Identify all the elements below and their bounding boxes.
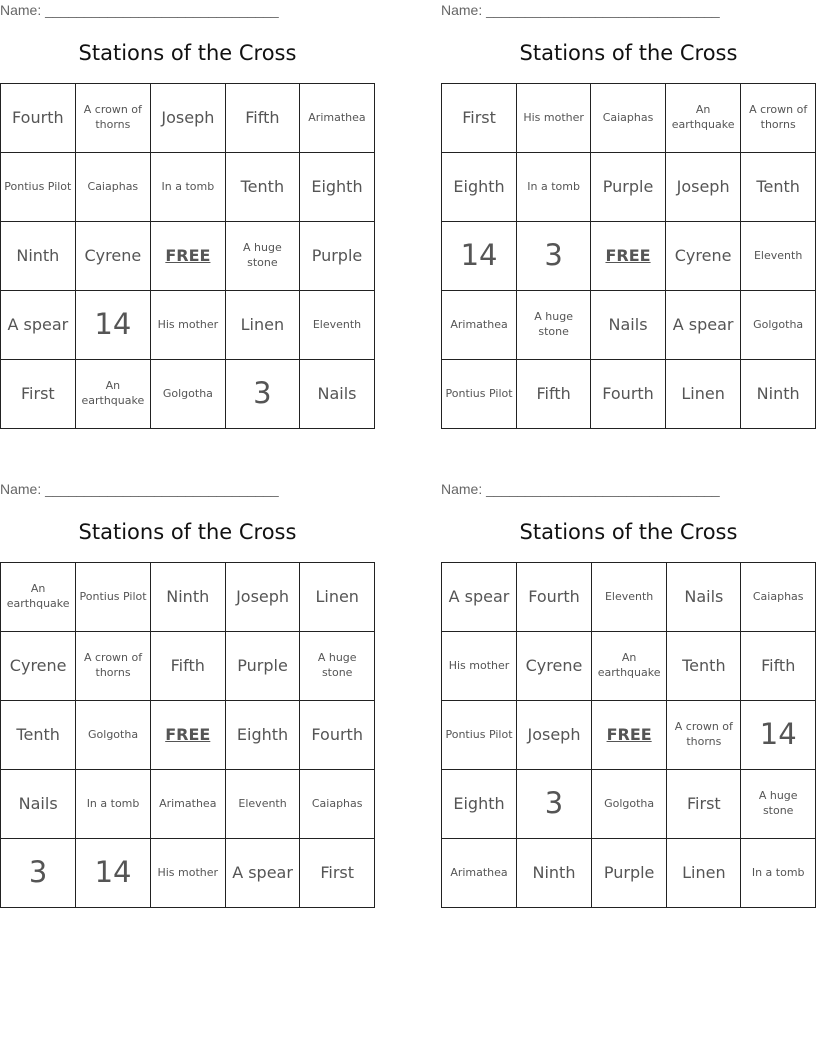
grid-cell: 3 bbox=[225, 360, 299, 429]
grid-row bbox=[1, 222, 375, 291]
grid-row bbox=[442, 153, 816, 222]
grid-row bbox=[442, 360, 816, 429]
grid-row bbox=[442, 839, 816, 908]
grid-cell: Tenth bbox=[667, 632, 741, 701]
grid-cell: Cyrene bbox=[1, 632, 76, 701]
grid-cell: A huge stone bbox=[517, 291, 591, 360]
grid-cell: His mother bbox=[151, 291, 226, 360]
bingo-card-3 bbox=[0, 479, 375, 914]
grid-cell: A huge stone bbox=[225, 222, 299, 291]
grid-cell: 14 bbox=[75, 291, 150, 360]
grid-cell: A spear bbox=[665, 291, 740, 360]
grid-cell: Ninth bbox=[517, 839, 592, 908]
grid-cell: 3 bbox=[517, 770, 592, 839]
grid-cell: Purple bbox=[225, 632, 300, 701]
free-space: FREE bbox=[150, 701, 225, 770]
grid-cell: Tenth bbox=[741, 153, 816, 222]
free-space: FREE bbox=[591, 701, 666, 770]
grid-cell: Golgotha bbox=[591, 770, 666, 839]
free-space: FREE bbox=[151, 222, 226, 291]
grid-cell: Golgotha bbox=[741, 291, 816, 360]
grid-cell: An earthquake bbox=[591, 632, 666, 701]
grid-cell: First bbox=[442, 84, 517, 153]
grid-cell: Caiaphas bbox=[75, 153, 150, 222]
grid-cell: 14 bbox=[741, 701, 816, 770]
grid-cell: A spear bbox=[225, 839, 300, 908]
grid-row bbox=[1, 563, 375, 632]
grid-cell: A crown of thorns bbox=[76, 632, 150, 701]
grid-cell: Golgotha bbox=[151, 360, 226, 429]
grid-cell: Ninth bbox=[150, 563, 225, 632]
grid-cell: Fifth bbox=[225, 84, 299, 153]
bingo-card-1 bbox=[0, 0, 375, 435]
grid-cell: Fourth bbox=[300, 701, 375, 770]
grid-cell: Cyrene bbox=[517, 632, 592, 701]
grid-cell: In a tomb bbox=[76, 770, 150, 839]
grid-cell: Tenth bbox=[1, 701, 76, 770]
grid-row bbox=[1, 153, 375, 222]
bingo-grid bbox=[441, 83, 816, 429]
grid-cell: Pontius Pilot bbox=[442, 360, 517, 429]
grid-cell: Nails bbox=[667, 563, 741, 632]
grid-cell: An earthquake bbox=[1, 563, 76, 632]
bingo-card-4 bbox=[441, 479, 816, 914]
grid-cell: Nails bbox=[591, 291, 666, 360]
card-title: Stations of the Cross bbox=[78, 41, 297, 65]
grid-cell: Eighth bbox=[299, 153, 374, 222]
name-field: Name: ______________________________ bbox=[0, 481, 279, 497]
grid-cell: Fifth bbox=[517, 360, 591, 429]
grid-cell: Linen bbox=[225, 291, 299, 360]
grid-cell: Eleventh bbox=[741, 222, 816, 291]
grid-cell: Joseph bbox=[517, 701, 592, 770]
grid-cell: Cyrene bbox=[75, 222, 150, 291]
grid-row bbox=[1, 839, 375, 908]
grid-cell: Fourth bbox=[517, 563, 592, 632]
grid-row bbox=[442, 222, 816, 291]
grid-cell: Ninth bbox=[1, 222, 76, 291]
grid-row bbox=[1, 360, 375, 429]
grid-cell: In a tomb bbox=[151, 153, 226, 222]
grid-row bbox=[442, 291, 816, 360]
grid-cell: Linen bbox=[300, 563, 375, 632]
grid-cell: A spear bbox=[442, 563, 517, 632]
grid-cell: Eighth bbox=[442, 153, 517, 222]
grid-cell: Arimathea bbox=[299, 84, 374, 153]
grid-row bbox=[442, 632, 816, 701]
grid-cell: His mother bbox=[150, 839, 225, 908]
bingo-card-2 bbox=[441, 0, 816, 435]
grid-cell: Fifth bbox=[150, 632, 225, 701]
grid-cell: Pontius Pilot bbox=[442, 701, 517, 770]
grid-cell: Caiaphas bbox=[741, 563, 816, 632]
grid-cell: A crown of thorns bbox=[667, 701, 741, 770]
grid-cell: Fourth bbox=[1, 84, 76, 153]
card-title: Stations of the Cross bbox=[519, 520, 738, 544]
grid-cell: Eleventh bbox=[591, 563, 666, 632]
grid-cell: First bbox=[300, 839, 375, 908]
grid-cell: First bbox=[1, 360, 76, 429]
name-field: Name: ______________________________ bbox=[441, 481, 720, 497]
grid-cell: Eighth bbox=[225, 701, 300, 770]
grid-cell: Arimathea bbox=[442, 839, 517, 908]
grid-cell: Joseph bbox=[151, 84, 226, 153]
card-title: Stations of the Cross bbox=[78, 520, 297, 544]
bingo-grid bbox=[0, 562, 375, 908]
grid-cell: His mother bbox=[517, 84, 591, 153]
grid-cell: 3 bbox=[1, 839, 76, 908]
free-space: FREE bbox=[591, 222, 666, 291]
grid-cell: Tenth bbox=[225, 153, 299, 222]
grid-cell: Linen bbox=[667, 839, 741, 908]
grid-row bbox=[442, 563, 816, 632]
name-field: Name: ______________________________ bbox=[441, 2, 720, 18]
grid-cell: Purple bbox=[591, 153, 666, 222]
grid-cell: Pontius Pilot bbox=[1, 153, 76, 222]
grid-cell: A crown of thorns bbox=[75, 84, 150, 153]
grid-cell: Fifth bbox=[741, 632, 816, 701]
grid-cell: Fourth bbox=[591, 360, 666, 429]
grid-cell: 14 bbox=[76, 839, 150, 908]
grid-row bbox=[1, 701, 375, 770]
bingo-grid bbox=[0, 83, 375, 429]
grid-row bbox=[442, 84, 816, 153]
grid-cell: Golgotha bbox=[76, 701, 150, 770]
bingo-grid bbox=[441, 562, 816, 908]
card-title: Stations of the Cross bbox=[519, 41, 738, 65]
grid-cell: Caiaphas bbox=[300, 770, 375, 839]
grid-cell: A huge stone bbox=[300, 632, 375, 701]
grid-cell: Caiaphas bbox=[591, 84, 666, 153]
name-field: Name: ______________________________ bbox=[0, 2, 279, 18]
grid-row bbox=[1, 632, 375, 701]
grid-cell: In a tomb bbox=[741, 839, 816, 908]
grid-cell: Pontius Pilot bbox=[76, 563, 150, 632]
grid-cell: An earthquake bbox=[665, 84, 740, 153]
grid-cell: Arimathea bbox=[150, 770, 225, 839]
grid-cell: Joseph bbox=[665, 153, 740, 222]
grid-cell: His mother bbox=[442, 632, 517, 701]
grid-row bbox=[442, 770, 816, 839]
grid-cell: Eighth bbox=[442, 770, 517, 839]
grid-cell: An earthquake bbox=[75, 360, 150, 429]
grid-cell: 3 bbox=[517, 222, 591, 291]
grid-cell: A huge stone bbox=[741, 770, 816, 839]
grid-cell: 14 bbox=[442, 222, 517, 291]
grid-row bbox=[1, 770, 375, 839]
grid-cell: In a tomb bbox=[517, 153, 591, 222]
grid-cell: A spear bbox=[1, 291, 76, 360]
grid-cell: Eleventh bbox=[299, 291, 374, 360]
grid-cell: Linen bbox=[665, 360, 740, 429]
grid-row bbox=[1, 84, 375, 153]
grid-cell: Nails bbox=[299, 360, 374, 429]
grid-cell: Nails bbox=[1, 770, 76, 839]
grid-cell: Ninth bbox=[741, 360, 816, 429]
grid-cell: Arimathea bbox=[442, 291, 517, 360]
grid-cell: Joseph bbox=[225, 563, 300, 632]
grid-cell: First bbox=[667, 770, 741, 839]
grid-cell: Purple bbox=[591, 839, 666, 908]
grid-cell: Purple bbox=[299, 222, 374, 291]
grid-row bbox=[1, 291, 375, 360]
grid-cell: Eleventh bbox=[225, 770, 300, 839]
grid-cell: A crown of thorns bbox=[741, 84, 816, 153]
grid-cell: Cyrene bbox=[665, 222, 740, 291]
grid-row bbox=[442, 701, 816, 770]
